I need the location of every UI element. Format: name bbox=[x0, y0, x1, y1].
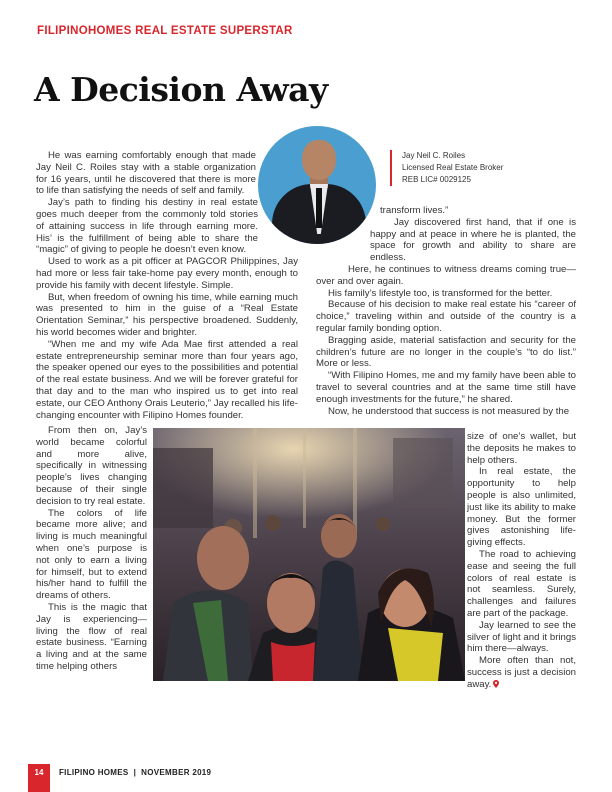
paragraph: His family’s lifestyle too, is transformed for the better. bbox=[328, 287, 553, 299]
paragraph: “With Filipino Homes, me and my family have been able to travel to several countries and at the same time still have enough investments for the future,” he shared. bbox=[316, 370, 576, 405]
pin-icon bbox=[493, 680, 499, 688]
paragraph: “When me and my wife Ada Mae first attended a real estate entrepreneurship seminar more than four years ago, the speaker opened our eyes to the possibilities and potential of the real estate business. And we will be forever grateful for that day and to the man who inspired us to get into real estate, our CEO Anthony Orais Leuterio,” Jay recalled his life-changing encounter with Filipino Homes founder. bbox=[36, 338, 298, 421]
paragraph: Here, he continues to witness dreams coming true—over and over again. bbox=[316, 263, 576, 287]
paragraph: transform lives.” bbox=[380, 205, 449, 216]
paragraph: Now, he understood that success is not measured by the bbox=[328, 405, 570, 417]
caption-role: Licensed Real Estate Broker bbox=[402, 163, 504, 172]
family-photo-illustration bbox=[153, 428, 465, 681]
portrait-caption bbox=[390, 150, 503, 186]
closing-line: More often than not, success is just a decision away. bbox=[467, 655, 576, 690]
paragraph: Jay learned to see the silver of light and it brings him there—always. bbox=[467, 619, 576, 655]
paragraph: This is the magic that Jay is experiencing—living the flow of real estate business. “Earning a living and at the same time helping others bbox=[36, 601, 147, 672]
paragraph: The road to achieving ease and seeing the full colors of real estate is not seamless. Surely, challenges and failures are part of the package. bbox=[467, 548, 576, 619]
paragraph: Jay’s path to finding his destiny in real estate goes much deeper from the commonly told stories of attaining success in life through earning more. His’ is the fulfillment of being able to share the “magic” of giving to people he doesn’t even know. bbox=[36, 197, 258, 256]
paragraph: Used to work as a pit officer at PAGCOR Philippines, Jay had more or less fair take-home pay every month, enough to provide his family with decent lifestyle. Simple. bbox=[36, 256, 298, 291]
column-2-top bbox=[316, 205, 576, 417]
paragraph: The colors of life became more alive; and living is much meaningful when one’s purpose is not only to earn a living for himself, but to extend his/her hand to fulfill the dreams of others. bbox=[36, 507, 147, 602]
paragraph: He was earning comfortably enough that made Jay Neil C. Roiles stay with a stable organization for 16 years, until he discovered that there is more to life than satisfying the needs of self and family. bbox=[36, 150, 256, 197]
paragraph: In real estate, the opportunity to help people is also unlimited, just like its ability to make money. But the former gives astonishing life-giving effects. bbox=[467, 466, 576, 549]
page-footer bbox=[0, 764, 612, 792]
column-1-bottom bbox=[36, 425, 147, 673]
article-title: A Decision Away bbox=[34, 70, 328, 109]
family-photo bbox=[153, 428, 465, 681]
paragraph: size of one’s wallet, but the deposits he makes to help others. bbox=[467, 431, 576, 466]
column-2-bottom bbox=[467, 431, 576, 691]
paragraph: From then on, Jay’s world became colorful and more alive, specifically in witnessing people’s lives changing because of their single decision to try real estate. bbox=[36, 425, 147, 507]
paragraph: But, when freedom of owning his time, while earning much was presented to him in the guise of a “Real Estate Orientation Seminar,” his perspective broadened. Suddenly, his world becomes wider and brighter. bbox=[36, 291, 298, 338]
magazine-issue: FILIPINO HOMES | NOVEMBER 2019 bbox=[59, 768, 212, 777]
page-number: 14 bbox=[28, 764, 50, 792]
column-1-top bbox=[36, 150, 298, 421]
paragraph: Jay discovered first hand, that if one is happy and at peace in where he is planted, the space for growth and ability to share are endless. bbox=[370, 216, 576, 264]
caption-name: Jay Neil C. Roiles bbox=[402, 151, 466, 160]
paragraph: Because of his decision to make real estate his “career of choice,” traveling within and outside of the country is a regular family bonding option. bbox=[316, 299, 576, 334]
paragraph bbox=[467, 655, 576, 690]
caption-license: REB LIC# 0029125 bbox=[402, 175, 471, 184]
section-kicker: FILIPINOHOMES REAL ESTATE SUPERSTAR bbox=[37, 25, 293, 37]
paragraph: Bragging aside, material satisfaction and security for the children’s future are no longer in the couple’s “to do list.” More or less. bbox=[316, 334, 576, 370]
